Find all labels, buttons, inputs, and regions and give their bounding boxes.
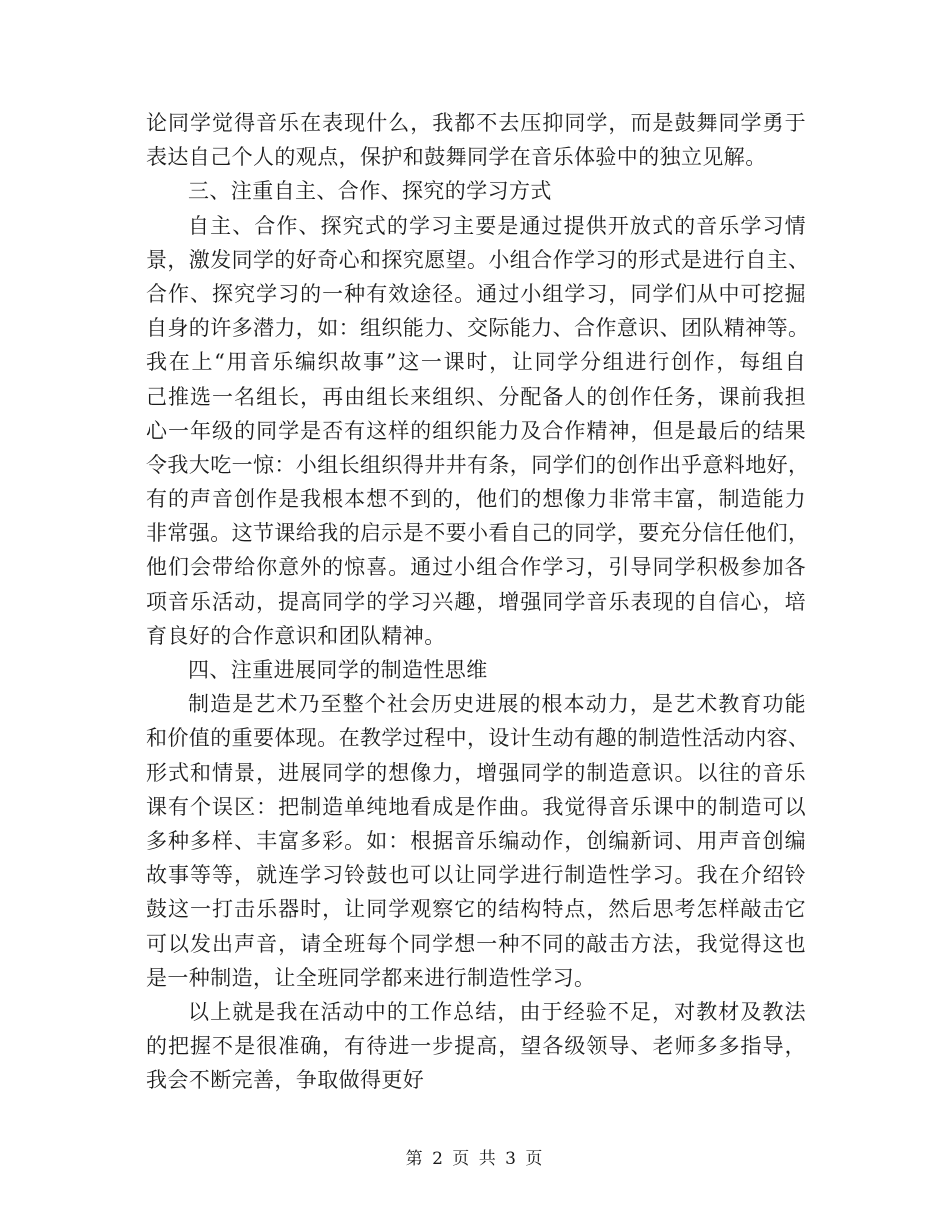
text-line: 育良好的合作意识和团队精神。 xyxy=(146,623,446,648)
text-line: 心一年级的同学是否有这样的组织能力及合作精神，但是最后的结果 xyxy=(146,418,806,443)
text-line: 的把握不是很准确，有待进一步提高，望各级领导、老师多多指导， xyxy=(146,1034,806,1059)
text-line: 我会不断完善，争取做得更好 xyxy=(146,1068,425,1093)
text-line: 令我大吃一惊：小组长组织得井井有条，同学们的创作出乎意料地好， xyxy=(146,452,810,477)
text-line: 论同学觉得音乐在表现什么，我都不去压抑同学，而是鼓舞同学勇于 xyxy=(146,111,806,135)
text-line: 和价值的重要体现。在教学过程中，设计生动有趣的制造性活动内容、 xyxy=(146,726,810,751)
section-heading: 三、注重自主、合作、探究的学习方式 xyxy=(188,179,552,204)
text-line: 以上就是我在活动中的工作总结，由于经验不足，对教材及教法 xyxy=(188,999,806,1024)
document-body xyxy=(146,106,810,1097)
text-line: 鼓这一打击乐器时，让同学观察它的结构特点，然后思考怎样敲击它 xyxy=(146,897,806,922)
text-line: 制造是艺术乃至整个社会历史进展的根本动力，是艺术教育功能 xyxy=(188,692,806,717)
text-line: 课有个误区：把制造单纯地看成是作曲。我觉得音乐课中的制造可以 xyxy=(146,794,806,819)
text-line: 非常强。这节课给我的启示是不要小看自己的同学，要充分信任他们， xyxy=(146,521,810,546)
text-line: 是一种制造，让全班同学都来进行制造性学习。 xyxy=(146,965,596,990)
text-line: 可以发出声音，请全班每个同学想一种不同的敲击方法，我觉得这也 xyxy=(146,931,806,956)
section-heading: 四、注重进展同学的制造性思维 xyxy=(188,658,488,682)
text-line: 自身的许多潜力，如：组织能力、交际能力、合作意识、团队精神等。 xyxy=(146,316,810,341)
text-line: 项音乐活动，提高同学的学习兴趣，增强同学音乐表现的自信心，培 xyxy=(146,589,806,614)
text-line: 景，激发同学的好奇心和探究愿望。小组合作学习的形式是进行自主、 xyxy=(146,247,810,272)
text-line: 表达自己个人的观点，保护和鼓舞同学在音乐体验中的独立见解。 xyxy=(146,145,767,170)
page-number: 第 2 页 共 3 页 xyxy=(405,1149,545,1169)
text-line: 故事等等，就连学习铃鼓也可以让同学进行制造性学习。我在介绍铃 xyxy=(146,863,806,888)
text-line: 他们会带给你意外的惊喜。通过小组合作学习，引导同学积极参加各 xyxy=(146,555,806,580)
text-line: 合作、探究学习的一种有效途径。通过小组学习，同学们从中可挖掘 xyxy=(146,281,806,306)
text-line: 形式和情景，进展同学的想像力，增强同学的制造意识。以往的音乐 xyxy=(146,760,806,785)
text-line: 我在上“用音乐编织故事”这一课时，让同学分组进行创作，每组自 xyxy=(146,350,806,375)
text-line: 自主、合作、探究式的学习主要是通过提供开放式的音乐学习情 xyxy=(188,213,806,238)
text-line: 多种多样、丰富多彩。如：根据音乐编动作，创编新词、用声音创编 xyxy=(146,828,806,853)
text-line: 有的声音创作是我根本想不到的，他们的想像力非常丰富，制造能力 xyxy=(146,487,806,512)
text-line: 己推选一名组长，再由组长来组织、分配备人的创作任务，课前我担 xyxy=(146,384,806,409)
